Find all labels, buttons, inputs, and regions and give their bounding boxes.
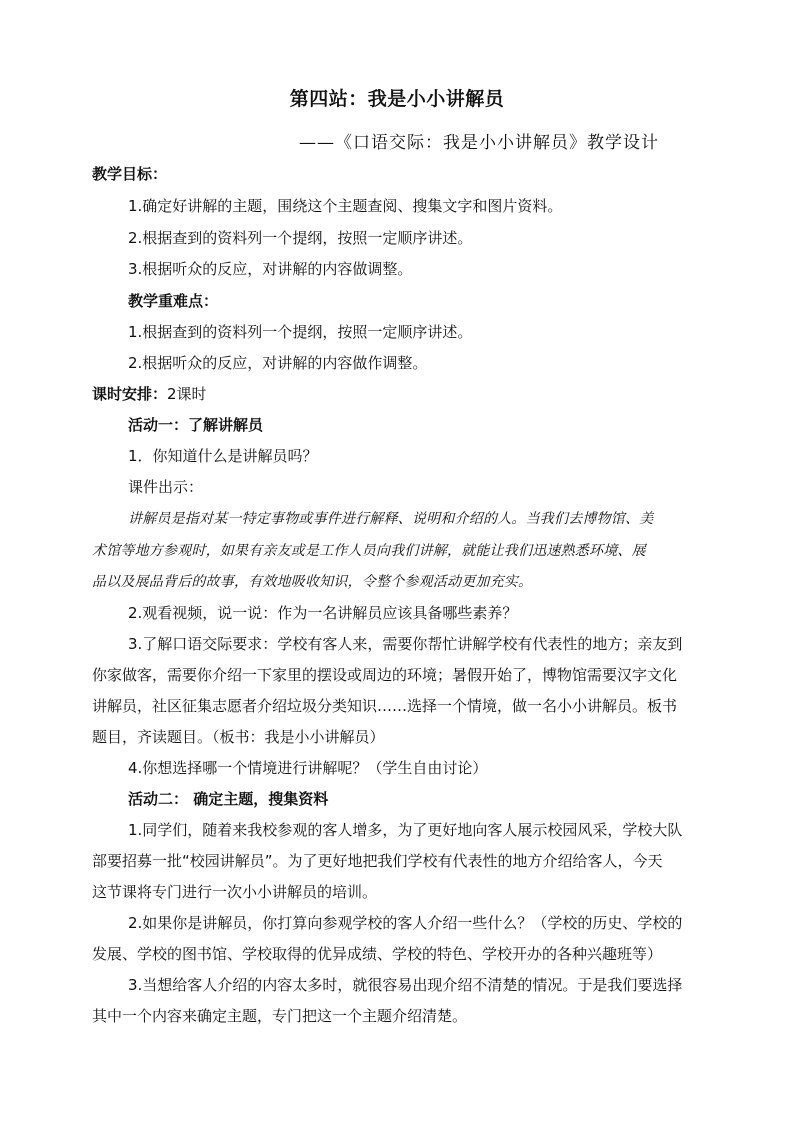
objectives-heading: 教学目标： <box>92 165 168 183</box>
activity1-item3-line: 题目，齐读题目。（板书：我是小小讲解员） <box>92 728 385 746</box>
activity1-item3-line: 3.了解口语交际要求：学校有客人来，需要你帮忙讲解学校有代表性的地方；亲友到 <box>128 635 683 653</box>
document-title: 第四站：我是小小讲解员 <box>289 88 505 110</box>
activity1-item2: 2.观看视频，说一说：作为一名讲解员应该具备哪些素养？ <box>128 604 518 622</box>
objective-item: 3.根据听众的反应，对讲解的内容做调整。 <box>128 260 413 278</box>
slide-quote-line: 术馆等地方参观时，如果有亲友或是工作人员向我们讲解，就能让我们迅速熟悉环境、展 <box>92 543 646 559</box>
activity2-item2-line: 2.如果你是讲解员，你打算向参观学校的客人介绍一些什么？（学校的历史、学校的 <box>128 914 683 932</box>
key-points-heading: 教学重难点： <box>128 292 219 310</box>
activity2-item3-line: 其中一个内容来确定主题，专门把这一个主题介绍清楚。 <box>92 1007 468 1025</box>
activity1-question: 1．你知道什么是讲解员吗？ <box>128 447 318 465</box>
activity1-item3-line: 讲解员，社区征集志愿者介绍垃圾分类知识……选择一个情境，做一名小小讲解员。板书 <box>92 697 678 715</box>
key-point-item: 1.根据查到的资料列一个提纲，按照一定顺序讲述。 <box>128 323 473 341</box>
key-point-item: 2.根据听众的反应，对讲解的内容做作调整。 <box>128 354 428 372</box>
activity2-item2-line: 发展、学校的图书馆、学校取得的优异成绩、学校的特色、学校开办的各种兴趣班等） <box>92 945 663 963</box>
slide-quote-line: 讲解员是指对某一特定事物或事件进行解释、说明和介绍的人。当我们去博物馆、美 <box>128 511 654 527</box>
objective-item: 2.根据查到的资料列一个提纲，按照一定顺序讲述。 <box>128 229 473 247</box>
activity2-item1-line: 这节课将专门进行一次小小讲解员的培训。 <box>92 883 378 901</box>
activity2-heading: 活动二： 确定主题，搜集资料 <box>128 790 329 808</box>
schedule-value: 2课时 <box>167 385 207 403</box>
activity2-item1-line: 1.同学们，随着来我校参观的客人增多，为了更好地向客人展示校园风采，学校大队 <box>128 821 683 839</box>
schedule <box>92 384 722 404</box>
activity2-item3-line: 3.当想给客人介绍的内容太多时，就很容易出现介绍不清楚的情况。于是我们要选择 <box>128 976 683 994</box>
activity1-item3-line: 你家做客，需要你介绍一下家里的摆设或周边的环境；暑假开始了，博物馆需要汉字文化 <box>92 666 678 684</box>
slide-label: 课件出示： <box>128 478 204 496</box>
objective-item: 1.确定好讲解的主题，围绕这个主题查阅、搜集文字和图片资料。 <box>128 197 563 215</box>
activity2-item1-line: 部要招募一批“校园讲解员”。为了更好地把我们学校有代表性的地方介绍给客人，今天 <box>92 852 663 870</box>
slide-quote-line: 品以及展品背后的故事，有效地吸收知识，令整个参观活动更加充实。 <box>92 574 533 590</box>
activity1-heading: 活动一：了解讲解员 <box>128 416 264 434</box>
schedule-label: 课时安排： <box>92 385 168 403</box>
activity1-item4: 4.你想选择哪一个情境进行讲解呢？（学生自由讨论） <box>128 759 488 777</box>
document-subtitle: ——《口语交际：我是小小讲解员》教学设计 <box>299 133 659 153</box>
